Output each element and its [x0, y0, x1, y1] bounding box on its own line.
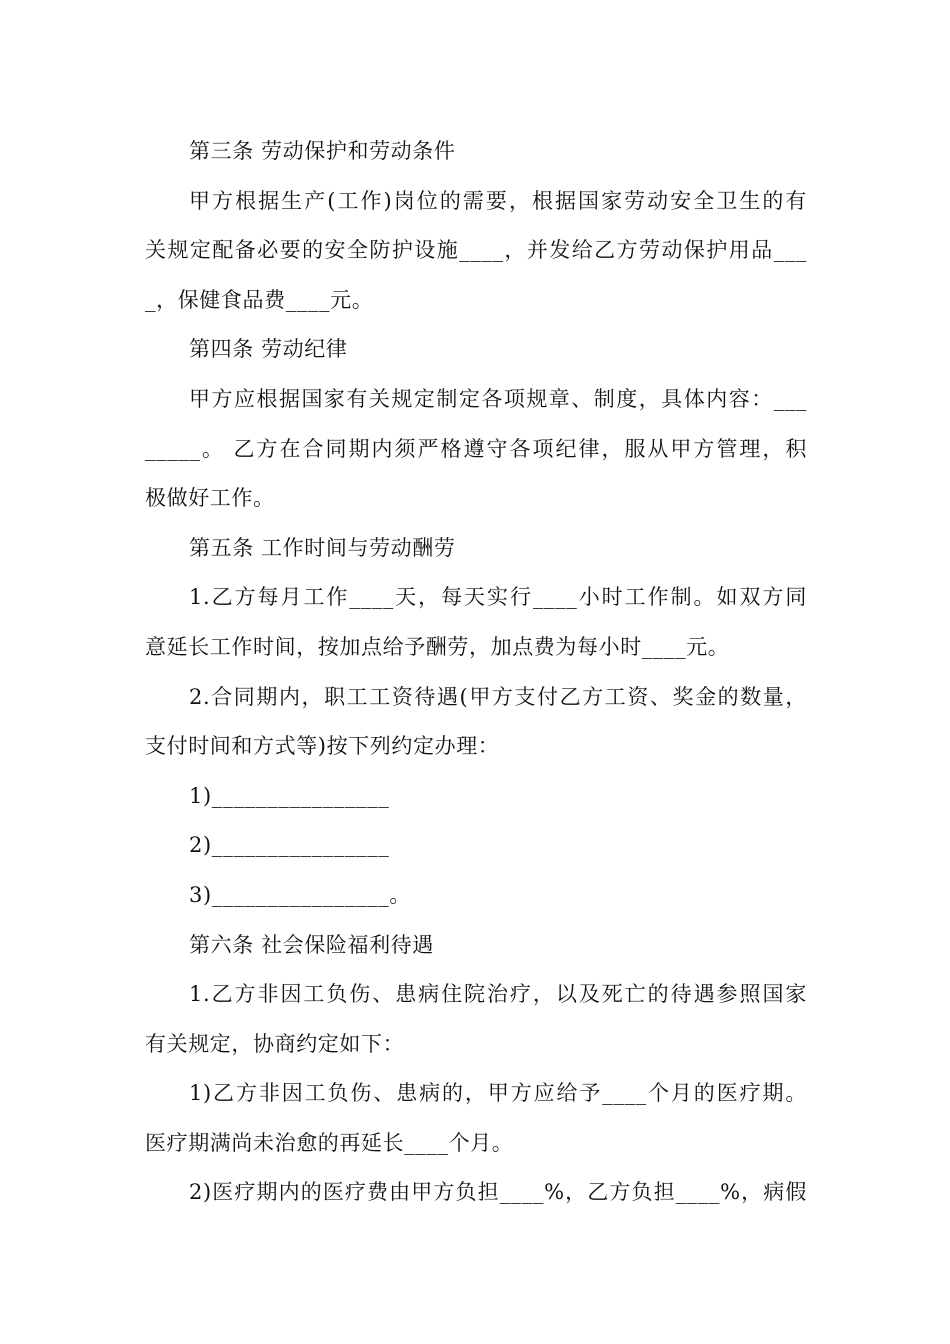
document-page [145, 127, 807, 1218]
article-5-heading: 第五条 工作时间与劳动酬劳 [189, 535, 456, 560]
article-5-item-2-line-1: 2.合同期内，职工工资待遇(甲方支付乙方工资、奖金的数量， [189, 684, 807, 709]
article-5-item-2-line-2: 支付时间和方式等)按下列约定办理： [145, 734, 500, 759]
article-3-paragraph-line-2: 关规定配备必要的安全防护设施____，并发给乙方劳动保护用品___ [145, 238, 807, 263]
article-5-blank-item-2: 2)________________ [189, 833, 390, 858]
article-6-subitem-1-line-2: 医疗期满尚未治愈的再延长____个月。 [145, 1130, 514, 1155]
article-3-paragraph-line-3: _，保健食品费____元。 [145, 287, 374, 312]
article-3-paragraph-line-1: 甲方根据生产(工作)岗位的需要，根据国家劳动安全卫生的有 [189, 188, 807, 213]
article-6-heading: 第六条 社会保险福利待遇 [189, 932, 434, 957]
article-6-subitem-2-line-1: 2)医疗期内的医疗费由甲方负担____%，乙方负担____%，病假 [189, 1180, 807, 1205]
article-5-blank-item-1: 1)________________ [189, 783, 390, 808]
article-3-heading: 第三条 劳动保护和劳动条件 [189, 139, 456, 163]
article-6-item-1-line-2: 有关规定，协商约定如下： [145, 1031, 405, 1056]
article-4-paragraph-line-2: _____。 乙方在合同期内须严格遵守各项纪律，服从甲方管理，积 [145, 436, 807, 461]
article-4-paragraph-line-3: 极做好工作。 [145, 486, 275, 511]
article-4-heading: 第四条 劳动纪律 [189, 337, 348, 362]
article-6-item-1-line-1: 1.乙方非因工负伤、患病住院治疗，以及死亡的待遇参照国家 [189, 982, 807, 1007]
article-4-paragraph-line-1: 甲方应根据国家有关规定制定各项规章、制度，具体内容：___ [189, 386, 807, 411]
article-5-blank-item-3: 3)________________。 [189, 882, 411, 907]
article-5-item-1-line-1: 1.乙方每月工作____天，每天实行____小时工作制。如双方同 [189, 585, 807, 610]
article-5-item-1-line-2: 意延长工作时间，按加点给予酬劳，加点费为每小时____元。 [145, 634, 730, 659]
article-6-subitem-1-line-1: 1)乙方非因工负伤、患病的，甲方应给予____个月的医疗期。 [189, 1081, 807, 1106]
